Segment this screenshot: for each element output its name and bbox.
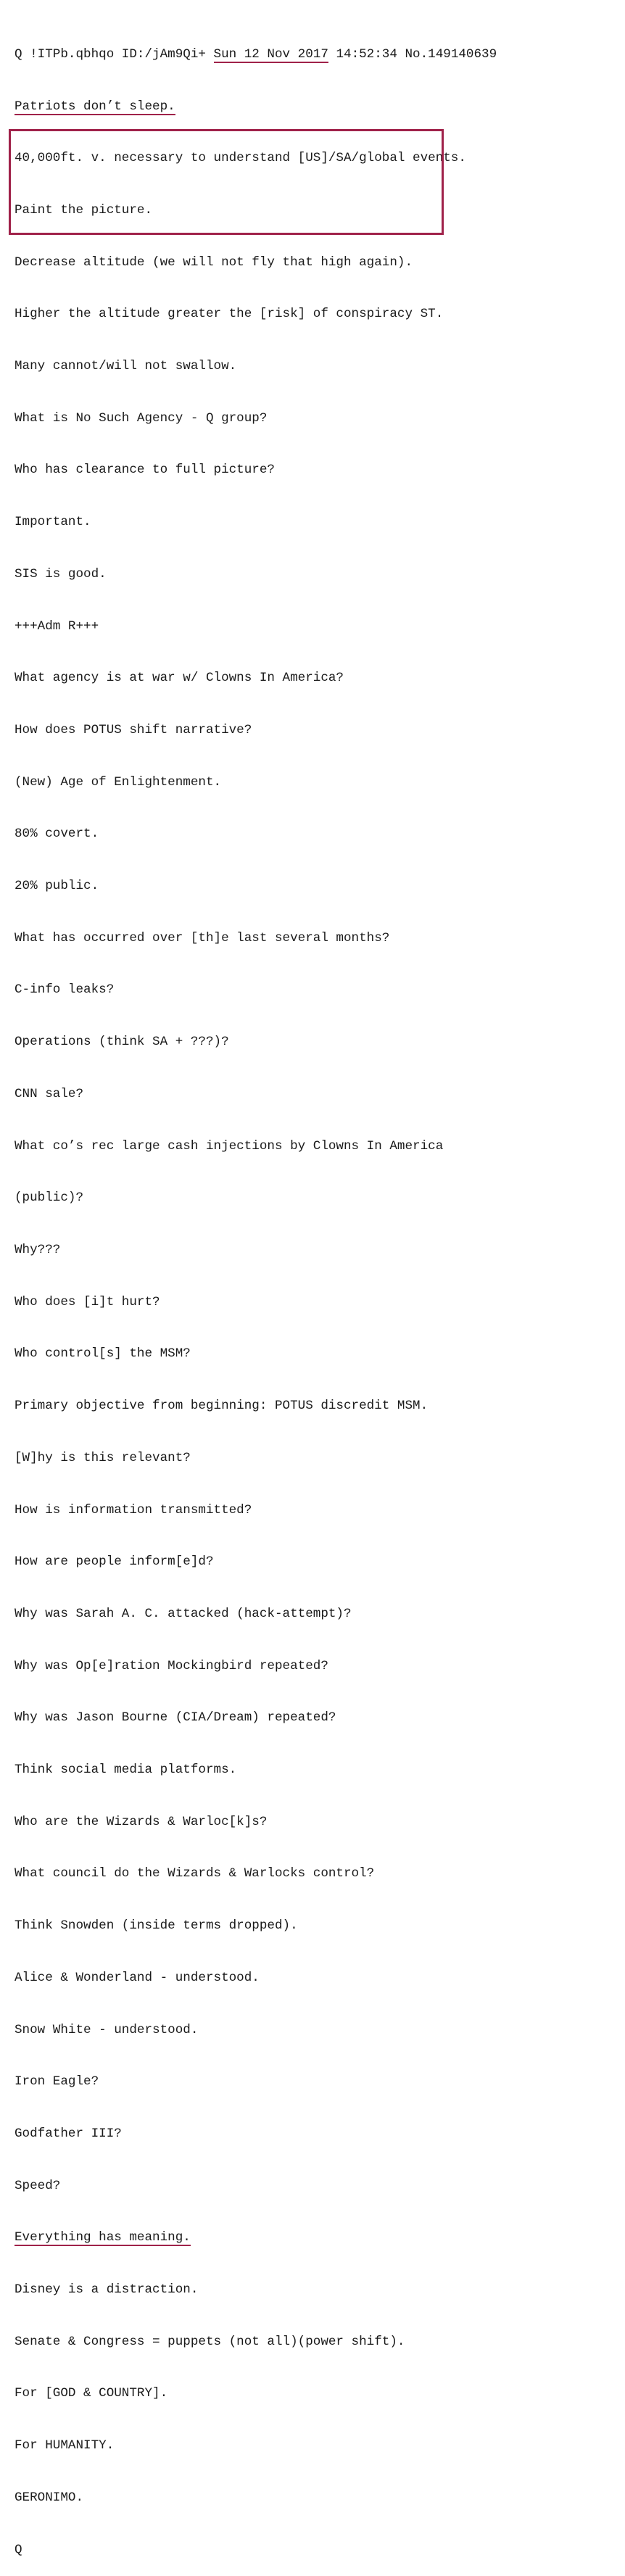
post-line: For HUMANITY. — [15, 2438, 115, 2453]
post-line: (public)? — [15, 1190, 84, 1206]
post-line: How is information transmitted? — [15, 1502, 252, 1517]
post-line: 20% public. — [15, 879, 99, 894]
post-date: Sun 12 Nov 2017 — [213, 46, 328, 62]
post-line: [W]hy is this relevant? — [15, 1450, 191, 1465]
post-line: C-info leaks? — [15, 982, 115, 998]
underlined-line: Everything has meaning. — [15, 2230, 191, 2245]
post-header — [15, 46, 620, 64]
post-line: Disney is a distraction. — [15, 2282, 199, 2298]
boxed-line: What agency is at war w/ Clowns In America? — [15, 671, 344, 686]
boxed-line: What is No Such Agency - Q group? — [15, 410, 268, 426]
post-line: Godfather III? — [15, 2126, 122, 2141]
boxed-line: Important. — [15, 515, 91, 530]
post-line: Speed? — [15, 2178, 61, 2193]
post-line: Operations (think SA + ???)? — [15, 1035, 229, 1050]
post-line: Think social media platforms. — [15, 1763, 237, 1778]
underlined-line: Patriots don’t sleep. — [15, 99, 175, 114]
post-line: Higher the altitude greater the [risk] of conspiracy ST. — [15, 307, 444, 322]
post-line: What has occurred over [th]e last several months? — [15, 930, 390, 945]
post-line: Think Snowden (inside terms dropped). — [15, 1918, 298, 1934]
post-header-prefix: Q !ITPb.qbhqo ID:/jAm9Qi+ — [15, 46, 214, 62]
post-line: How are people inform[e]d? — [15, 1554, 214, 1570]
post-line — [15, 99, 620, 116]
post-line — [15, 2229, 620, 2247]
boxed-line: +++Adm R+++ — [15, 618, 99, 634]
post-line: Primary objective from beginning: POTUS discredit MSM. — [15, 1399, 429, 1414]
post-line: Alice & Wonderland - understood. — [15, 1970, 260, 1985]
post-line: GERONIMO. — [15, 2490, 84, 2505]
post-line: Senate & Congress = puppets (not all)(power shift). — [15, 2334, 405, 2349]
post-line: For [GOD & COUNTRY]. — [15, 2386, 168, 2401]
post-line: 40,000ft. v. necessary to understand [US]/SA/global events. — [15, 151, 466, 166]
post-line: Iron Eagle? — [15, 2074, 99, 2090]
post-line: Why??? — [15, 1242, 61, 1257]
post-header-suffix: 14:52:34 No.149140639 — [328, 46, 497, 62]
post-signature: Q — [15, 2542, 22, 2557]
post-line: Who are the Wizards & Warloc[k]s? — [15, 1814, 268, 1829]
boxed-line: SIS is good. — [15, 566, 107, 581]
post-line: Why was Op[e]ration Mockingbird repeated? — [15, 1658, 328, 1673]
post-line: Snow White - understood. — [15, 2022, 199, 2037]
post-line: Many cannot/will not swallow. — [15, 359, 237, 374]
post-line: 80% covert. — [15, 827, 99, 842]
post-line: Decrease altitude (we will not fly that high again). — [15, 254, 413, 270]
post-line: Why was Jason Bourne (CIA/Dream) repeated? — [15, 1710, 336, 1726]
post-line: (New) Age of Enlightenment. — [15, 774, 222, 790]
post-line: CNN sale? — [15, 1086, 84, 1101]
post-line: Who control[s] the MSM? — [15, 1346, 191, 1362]
boxed-line: Who has clearance to full picture? — [15, 463, 275, 478]
post-line: What council do the Wizards & Warlocks control? — [15, 1866, 375, 1881]
post-line: How does POTUS shift narrative? — [15, 722, 252, 737]
post-line: Why was Sarah A. C. attacked (hack-attempt)? — [15, 1606, 352, 1621]
post-line: Paint the picture. — [15, 202, 153, 218]
post-line: What co’s rec large cash injections by Clowns In America — [15, 1138, 444, 1154]
post-line: Who does [i]t hurt? — [15, 1294, 160, 1309]
post-text — [15, 12, 620, 2576]
